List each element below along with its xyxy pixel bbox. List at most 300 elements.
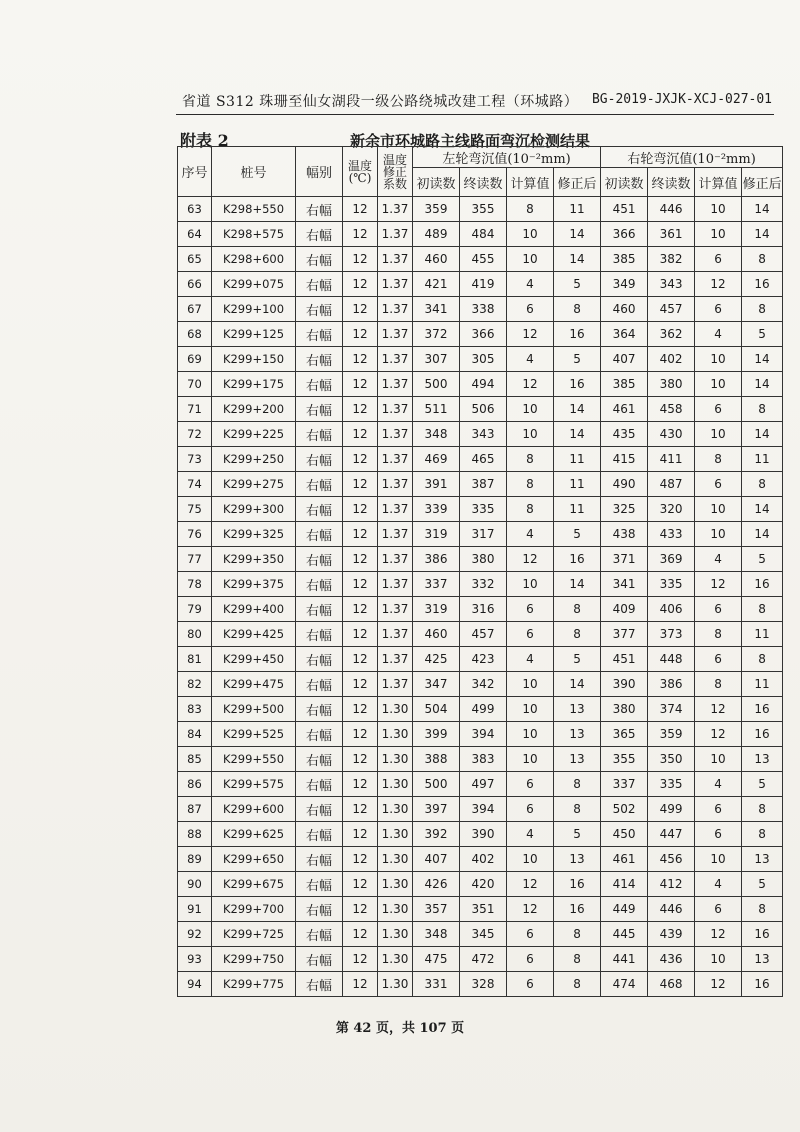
cell-right-initial: 415: [601, 447, 648, 472]
table-row: [178, 347, 783, 372]
table-row: [178, 897, 783, 922]
cell-right-calc: 4: [695, 772, 742, 797]
cell-side: 右幅: [296, 772, 343, 797]
cell-side: 右幅: [296, 947, 343, 972]
table-row: [178, 872, 783, 897]
cell-left-final: 472: [460, 947, 507, 972]
cell-right-initial: 355: [601, 747, 648, 772]
cell-left-calc: 4: [507, 647, 554, 672]
cell-left-final: 457: [460, 622, 507, 647]
cell-seq: 88: [178, 822, 212, 847]
cell-left-corrected: 8: [554, 622, 601, 647]
table-row: [178, 222, 783, 247]
cell-right-initial: 409: [601, 597, 648, 622]
cell-left-calc: 10: [507, 222, 554, 247]
cell-left-initial: 426: [413, 872, 460, 897]
cell-right-corrected: 14: [742, 222, 783, 247]
cell-temp: 12: [343, 822, 378, 847]
cell-side: 右幅: [296, 247, 343, 272]
cell-right-initial: 449: [601, 897, 648, 922]
cell-seq: 63: [178, 197, 212, 222]
cell-pile: K299+775: [212, 972, 296, 997]
cell-side: 右幅: [296, 572, 343, 597]
cell-seq: 80: [178, 622, 212, 647]
cell-right-corrected: 13: [742, 847, 783, 872]
table-row: [178, 247, 783, 272]
table-row: [178, 672, 783, 697]
cell-coef: 1.30: [378, 697, 413, 722]
table-row: [178, 497, 783, 522]
cell-pile: K299+150: [212, 347, 296, 372]
table-row: [178, 472, 783, 497]
cell-right-final: 456: [648, 847, 695, 872]
header-right-group: 右轮弯沉值(10⁻²mm): [601, 147, 783, 168]
cell-coef: 1.37: [378, 547, 413, 572]
cell-pile: K299+375: [212, 572, 296, 597]
cell-seq: 85: [178, 747, 212, 772]
table-row: [178, 322, 783, 347]
cell-right-initial: 441: [601, 947, 648, 972]
table-row: [178, 372, 783, 397]
cell-pile: K299+550: [212, 747, 296, 772]
cell-seq: 82: [178, 672, 212, 697]
cell-left-initial: 388: [413, 747, 460, 772]
cell-right-calc: 8: [695, 672, 742, 697]
cell-coef: 1.37: [378, 197, 413, 222]
header-right-corrected: 修正后: [742, 168, 783, 197]
cell-right-corrected: 8: [742, 897, 783, 922]
cell-left-corrected: 16: [554, 322, 601, 347]
cell-left-calc: 4: [507, 272, 554, 297]
table-row: [178, 647, 783, 672]
header-left-corrected: 修正后: [554, 168, 601, 197]
cell-left-initial: 319: [413, 597, 460, 622]
cell-left-final: 328: [460, 972, 507, 997]
cell-seq: 89: [178, 847, 212, 872]
cell-left-corrected: 13: [554, 722, 601, 747]
cell-pile: K299+250: [212, 447, 296, 472]
cell-temp: 12: [343, 872, 378, 897]
cell-pile: K299+100: [212, 297, 296, 322]
cell-temp: 12: [343, 472, 378, 497]
cell-right-final: 446: [648, 897, 695, 922]
cell-right-corrected: 14: [742, 372, 783, 397]
cell-right-calc: 12: [695, 572, 742, 597]
cell-coef: 1.37: [378, 422, 413, 447]
cell-right-final: 436: [648, 947, 695, 972]
cell-left-initial: 460: [413, 247, 460, 272]
cell-right-corrected: 14: [742, 197, 783, 222]
cell-left-calc: 6: [507, 947, 554, 972]
cell-left-calc: 10: [507, 572, 554, 597]
cell-left-final: 402: [460, 847, 507, 872]
cell-right-corrected: 13: [742, 947, 783, 972]
cell-right-calc: 4: [695, 547, 742, 572]
header-left-group: 左轮弯沉值(10⁻²mm): [413, 147, 601, 168]
cell-left-calc: 6: [507, 597, 554, 622]
cell-left-calc: 10: [507, 672, 554, 697]
table-row: [178, 272, 783, 297]
cell-temp: 12: [343, 722, 378, 747]
table-row: [178, 847, 783, 872]
cell-pile: K299+275: [212, 472, 296, 497]
cell-left-corrected: 14: [554, 397, 601, 422]
cell-left-final: 419: [460, 272, 507, 297]
cell-left-corrected: 8: [554, 772, 601, 797]
cell-right-corrected: 8: [742, 797, 783, 822]
cell-side: 右幅: [296, 822, 343, 847]
cell-right-corrected: 5: [742, 322, 783, 347]
header-left-calc: 计算值: [507, 168, 554, 197]
cell-left-initial: 397: [413, 797, 460, 822]
cell-coef: 1.37: [378, 522, 413, 547]
cell-right-corrected: 16: [742, 572, 783, 597]
header-pile: 桩号: [212, 147, 296, 197]
cell-temp: 12: [343, 697, 378, 722]
cell-left-final: 499: [460, 697, 507, 722]
cell-right-initial: 450: [601, 822, 648, 847]
cell-right-calc: 6: [695, 897, 742, 922]
cell-seq: 91: [178, 897, 212, 922]
cell-left-corrected: 8: [554, 297, 601, 322]
cell-left-calc: 6: [507, 297, 554, 322]
cell-right-initial: 349: [601, 272, 648, 297]
cell-right-corrected: 8: [742, 822, 783, 847]
cell-coef: 1.37: [378, 347, 413, 372]
cell-pile: K299+175: [212, 372, 296, 397]
cell-temp: 12: [343, 922, 378, 947]
cell-side: 右幅: [296, 322, 343, 347]
cell-left-final: 390: [460, 822, 507, 847]
cell-right-final: 335: [648, 572, 695, 597]
cell-seq: 71: [178, 397, 212, 422]
cell-right-final: 369: [648, 547, 695, 572]
cell-right-final: 335: [648, 772, 695, 797]
cell-left-final: 351: [460, 897, 507, 922]
cell-left-initial: 460: [413, 622, 460, 647]
cell-pile: K299+575: [212, 772, 296, 797]
table-row: [178, 797, 783, 822]
cell-left-initial: 359: [413, 197, 460, 222]
cell-left-initial: 357: [413, 897, 460, 922]
cell-right-calc: 4: [695, 872, 742, 897]
cell-seq: 90: [178, 872, 212, 897]
cell-right-calc: 10: [695, 847, 742, 872]
table-row: [178, 522, 783, 547]
cell-side: 右幅: [296, 922, 343, 947]
table-body: [178, 197, 783, 997]
cell-coef: 1.37: [378, 672, 413, 697]
cell-pile: K299+700: [212, 897, 296, 922]
cell-right-corrected: 5: [742, 772, 783, 797]
cell-left-final: 394: [460, 797, 507, 822]
cell-pile: K299+425: [212, 622, 296, 647]
cell-right-calc: 6: [695, 597, 742, 622]
cell-right-final: 499: [648, 797, 695, 822]
cell-pile: K298+575: [212, 222, 296, 247]
cell-left-calc: 12: [507, 897, 554, 922]
cell-left-calc: 10: [507, 747, 554, 772]
cell-right-final: 487: [648, 472, 695, 497]
cell-temp: 12: [343, 222, 378, 247]
cell-right-calc: 8: [695, 447, 742, 472]
page-header: [176, 88, 774, 115]
cell-coef: 1.30: [378, 972, 413, 997]
cell-side: 右幅: [296, 272, 343, 297]
cell-left-corrected: 11: [554, 197, 601, 222]
cell-pile: K299+350: [212, 547, 296, 572]
table-row: [178, 622, 783, 647]
cell-right-calc: 6: [695, 397, 742, 422]
cell-left-corrected: 14: [554, 572, 601, 597]
cell-right-final: 320: [648, 497, 695, 522]
cell-right-initial: 490: [601, 472, 648, 497]
cell-right-calc: 8: [695, 622, 742, 647]
cell-seq: 72: [178, 422, 212, 447]
cell-right-calc: 4: [695, 322, 742, 347]
cell-left-initial: 307: [413, 347, 460, 372]
cell-right-calc: 12: [695, 722, 742, 747]
cell-seq: 68: [178, 322, 212, 347]
cell-seq: 78: [178, 572, 212, 597]
cell-pile: K299+750: [212, 947, 296, 972]
cell-right-final: 411: [648, 447, 695, 472]
cell-seq: 66: [178, 272, 212, 297]
cell-left-initial: 337: [413, 572, 460, 597]
cell-right-final: 448: [648, 647, 695, 672]
cell-right-initial: 390: [601, 672, 648, 697]
cell-right-initial: 461: [601, 847, 648, 872]
cell-left-corrected: 16: [554, 897, 601, 922]
cell-side: 右幅: [296, 872, 343, 897]
cell-left-final: 455: [460, 247, 507, 272]
cell-right-calc: 10: [695, 947, 742, 972]
cell-right-calc: 10: [695, 347, 742, 372]
cell-coef: 1.30: [378, 747, 413, 772]
cell-side: 右幅: [296, 972, 343, 997]
cell-left-final: 332: [460, 572, 507, 597]
cell-right-initial: 385: [601, 247, 648, 272]
cell-side: 右幅: [296, 347, 343, 372]
table-row: [178, 297, 783, 322]
table-row: [178, 422, 783, 447]
cell-temp: 12: [343, 372, 378, 397]
header-seq: 序号: [178, 147, 212, 197]
cell-coef: 1.37: [378, 247, 413, 272]
cell-coef: 1.30: [378, 722, 413, 747]
cell-side: 右幅: [296, 297, 343, 322]
cell-left-initial: 348: [413, 922, 460, 947]
cell-left-final: 420: [460, 872, 507, 897]
cell-temp: 12: [343, 347, 378, 372]
cell-right-initial: 365: [601, 722, 648, 747]
cell-temp: 12: [343, 947, 378, 972]
cell-left-calc: 12: [507, 372, 554, 397]
cell-left-corrected: 8: [554, 922, 601, 947]
table-row: [178, 447, 783, 472]
cell-left-calc: 10: [507, 247, 554, 272]
cell-temp: 12: [343, 197, 378, 222]
cell-right-initial: 407: [601, 347, 648, 372]
cell-seq: 70: [178, 372, 212, 397]
cell-left-corrected: 14: [554, 222, 601, 247]
cell-left-corrected: 13: [554, 847, 601, 872]
cell-side: 右幅: [296, 222, 343, 247]
cell-left-calc: 4: [507, 522, 554, 547]
cell-coef: 1.37: [378, 572, 413, 597]
cell-left-final: 355: [460, 197, 507, 222]
cell-left-initial: 407: [413, 847, 460, 872]
cell-seq: 84: [178, 722, 212, 747]
cell-temp: 12: [343, 422, 378, 447]
cell-right-final: 406: [648, 597, 695, 622]
cell-coef: 1.37: [378, 397, 413, 422]
cell-left-calc: 6: [507, 772, 554, 797]
cell-left-initial: 399: [413, 722, 460, 747]
cell-right-final: 361: [648, 222, 695, 247]
cell-left-initial: 392: [413, 822, 460, 847]
cell-left-initial: 469: [413, 447, 460, 472]
cell-left-corrected: 5: [554, 272, 601, 297]
cell-left-calc: 10: [507, 722, 554, 747]
cell-right-corrected: 14: [742, 522, 783, 547]
cell-left-final: 380: [460, 547, 507, 572]
cell-temp: 12: [343, 797, 378, 822]
cell-left-corrected: 8: [554, 947, 601, 972]
cell-seq: 94: [178, 972, 212, 997]
cell-coef: 1.30: [378, 772, 413, 797]
cell-seq: 81: [178, 647, 212, 672]
cell-right-calc: 10: [695, 497, 742, 522]
cell-right-final: 412: [648, 872, 695, 897]
cell-left-corrected: 11: [554, 497, 601, 522]
cell-seq: 87: [178, 797, 212, 822]
table-row: [178, 547, 783, 572]
cell-right-initial: 371: [601, 547, 648, 572]
cell-left-final: 506: [460, 397, 507, 422]
cell-seq: 83: [178, 697, 212, 722]
cell-left-corrected: 8: [554, 797, 601, 822]
header-coef-line2: 修正: [382, 164, 407, 179]
cell-pile: K299+125: [212, 322, 296, 347]
cell-right-calc: 10: [695, 747, 742, 772]
header-right-calc: 计算值: [695, 168, 742, 197]
cell-seq: 67: [178, 297, 212, 322]
cell-left-final: 317: [460, 522, 507, 547]
cell-pile: K299+500: [212, 697, 296, 722]
cell-left-corrected: 8: [554, 972, 601, 997]
cell-left-calc: 6: [507, 797, 554, 822]
cell-right-calc: 12: [695, 922, 742, 947]
cell-right-corrected: 16: [742, 697, 783, 722]
cell-right-initial: 474: [601, 972, 648, 997]
cell-left-final: 335: [460, 497, 507, 522]
header-coef-line1: 温度: [382, 152, 407, 167]
table-row: [178, 972, 783, 997]
cell-coef: 1.37: [378, 647, 413, 672]
cell-right-corrected: 8: [742, 297, 783, 322]
cell-right-corrected: 16: [742, 922, 783, 947]
cell-left-corrected: 5: [554, 647, 601, 672]
cell-temp: 12: [343, 447, 378, 472]
cell-coef: 1.30: [378, 822, 413, 847]
cell-right-initial: 337: [601, 772, 648, 797]
cell-left-initial: 425: [413, 647, 460, 672]
cell-left-corrected: 8: [554, 597, 601, 622]
cell-seq: 69: [178, 347, 212, 372]
cell-side: 右幅: [296, 372, 343, 397]
cell-coef: 1.37: [378, 597, 413, 622]
cell-side: 右幅: [296, 797, 343, 822]
cell-left-final: 305: [460, 347, 507, 372]
cell-right-final: 382: [648, 247, 695, 272]
cell-left-calc: 12: [507, 322, 554, 347]
cell-right-final: 439: [648, 922, 695, 947]
cell-temp: 12: [343, 622, 378, 647]
header-coef: [378, 147, 413, 197]
cell-right-calc: 10: [695, 422, 742, 447]
cell-left-corrected: 5: [554, 347, 601, 372]
cell-pile: K299+325: [212, 522, 296, 547]
cell-left-corrected: 14: [554, 672, 601, 697]
cell-seq: 79: [178, 597, 212, 622]
cell-seq: 86: [178, 772, 212, 797]
cell-coef: 1.30: [378, 947, 413, 972]
cell-right-final: 447: [648, 822, 695, 847]
cell-left-initial: 341: [413, 297, 460, 322]
header-right-initial: 初读数: [601, 168, 648, 197]
cell-right-corrected: 8: [742, 647, 783, 672]
cell-right-final: 386: [648, 672, 695, 697]
cell-temp: 12: [343, 672, 378, 697]
cell-side: 右幅: [296, 397, 343, 422]
table-row: [178, 822, 783, 847]
cell-side: 右幅: [296, 197, 343, 222]
cell-left-calc: 8: [507, 197, 554, 222]
cell-left-initial: 504: [413, 697, 460, 722]
table-label: 附表 2: [180, 131, 229, 150]
cell-left-final: 342: [460, 672, 507, 697]
cell-left-final: 484: [460, 222, 507, 247]
cell-right-calc: 6: [695, 247, 742, 272]
project-name: 省道 S312 珠珊至仙女湖段一级公路绕城改建工程（环城路）: [182, 94, 579, 110]
cell-seq: 77: [178, 547, 212, 572]
cell-right-initial: 451: [601, 647, 648, 672]
cell-seq: 75: [178, 497, 212, 522]
cell-pile: K299+725: [212, 922, 296, 947]
header-left-initial: 初读数: [413, 168, 460, 197]
cell-right-calc: 12: [695, 272, 742, 297]
cell-right-final: 402: [648, 347, 695, 372]
cell-side: 右幅: [296, 522, 343, 547]
cell-right-initial: 364: [601, 322, 648, 347]
cell-coef: 1.37: [378, 372, 413, 397]
cell-left-initial: 391: [413, 472, 460, 497]
cell-side: 右幅: [296, 472, 343, 497]
cell-left-corrected: 13: [554, 747, 601, 772]
table-row: [178, 597, 783, 622]
cell-right-calc: 10: [695, 197, 742, 222]
cell-coef: 1.37: [378, 322, 413, 347]
cell-pile: K299+225: [212, 422, 296, 447]
cell-right-final: 343: [648, 272, 695, 297]
cell-right-final: 380: [648, 372, 695, 397]
header-temp: [343, 147, 378, 197]
cell-left-calc: 8: [507, 472, 554, 497]
cell-right-corrected: 8: [742, 397, 783, 422]
cell-left-calc: 8: [507, 447, 554, 472]
cell-right-initial: 385: [601, 372, 648, 397]
